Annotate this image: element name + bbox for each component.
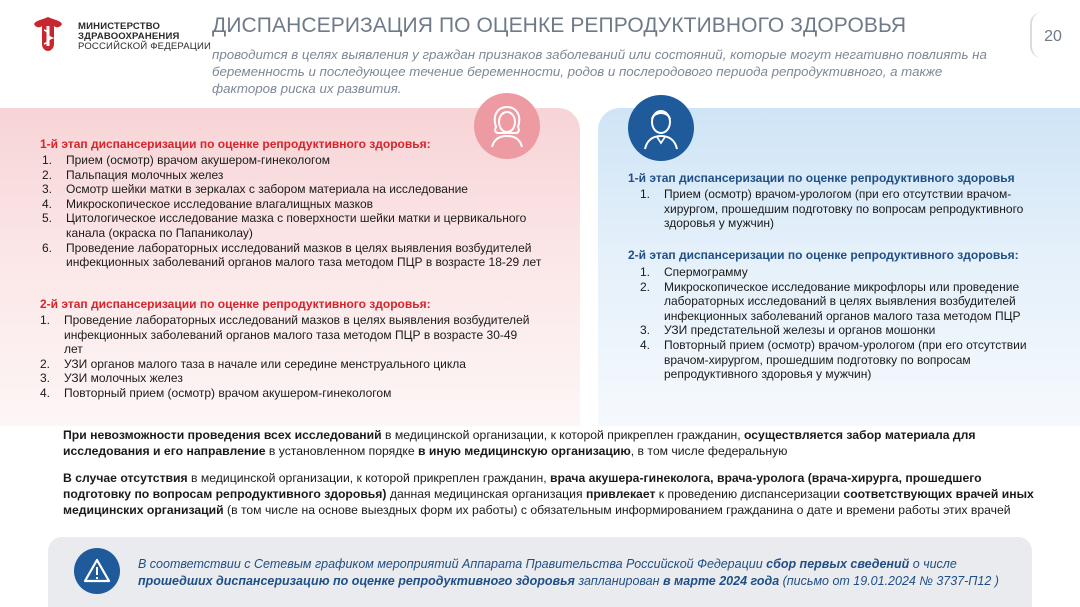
list-item: 3. УЗИ предстательной железы и органов мошонки <box>640 323 936 338</box>
list-item: 4. Микроскопическое исследование влагалищных мазков <box>42 196 374 211</box>
page-number: 20 <box>1044 28 1062 45</box>
page-title: ДИСПАНСЕРИЗАЦИЯ ПО ОЦЕНКЕ РЕПРОДУКТИВНОГО ЗДОРОВЬЯ <box>212 14 907 37</box>
male-stage2-list <box>640 265 1035 382</box>
footer-text: В соответствии с Сетевым графиком мероприятий Аппарата Правительства Российской Федерации сбор первых сведений о числе прошедших диспансеризацию по оценке репродуктивного здоровья запланирован в марте 2024 года (письмо от 19.01.2024 № 3737-П12 ) <box>138 557 999 588</box>
list-item: 3. УЗИ молочных желез <box>40 371 183 386</box>
male-stage2-heading: 2-й этап диспансеризации по оценке репродуктивного здоровья: <box>628 248 1019 262</box>
male-avatar-icon <box>628 95 694 161</box>
female-stage1-list <box>42 153 567 270</box>
ministry-emblem-icon <box>28 14 68 54</box>
list-item: 3. Осмотр шейки матки в зеркалах с забором материала на исследование <box>42 182 468 197</box>
female-stage1-heading: 1-й этап диспансеризации по оценке репродуктивного здоровья: <box>40 137 431 151</box>
female-stage2-list <box>40 313 540 401</box>
page-subtitle: проводится в целях выявления у граждан признаков заболеваний или состояний, которые могут негативно повлиять на беременность и последующее течение беременности, родов и послеродового периода репродуктивного, а также факторов риска их развития. <box>212 47 987 96</box>
male-stage1-list <box>640 187 1035 231</box>
female-avatar-icon <box>474 93 540 159</box>
list-item: 2. Пальпация молочных желез <box>42 167 224 182</box>
list-item: 5. Цитологическое исследование мазка с поверхности шейки матки и цервикального канала (окраска по Папаниколау) <box>42 211 527 240</box>
ministry-line-3: РОССИЙСКОЙ ФЕДЕРАЦИИ <box>78 41 212 52</box>
list-item: 4. Повторный прием (осмотр) врачом акушером-гинекологом <box>40 385 392 400</box>
list-item: 6. Проведение лабораторных исследований мазков в целях выявления возбудителей инфекционных заболеваний органов малого таза методом ПЦР в возрасте 18-29 лет <box>42 240 542 270</box>
male-stage1-heading: 1-й этап диспансеризации по оценке репродуктивного здоровья <box>628 171 1015 185</box>
ministry-line-2: ЗДРАВООХРАНЕНИЯ <box>78 31 180 42</box>
note-doctor-absence: В случае отсутствия в медицинской организации, к которой прикреплен гражданин, врача акушера-гинеколога, врача-уролога (врача-хирурга, прошедшего подготовку по вопросам репродуктивного здоровья) данная медицинская организация привлекает к проведению диспансеризации соответствующих врачей иных медицинских организаций (в том числе на основе выездных форм их работы) с обязательным информированием гражданина о дате и времени работы этих врачей <box>63 471 1034 517</box>
list-item: 1. Прием (осмотр) врачом-урологом (при его отсутствии врачом-хирургом, прошедшим подготовку по вопросам репродуктивного здоровья у мужчин) <box>640 187 1024 231</box>
note-sample-transfer: При невозможности проведения всех исследований в медицинской организации, к которой прикреплен гражданин, осуществляется забор материала для исследования и его направление в установленном порядке в иную медицинскую организацию, в том числе федеральную <box>63 428 976 458</box>
ministry-logo-text <box>78 22 211 52</box>
list-item: 2. УЗИ органов малого таза в начале или середине менструального цикла <box>40 356 466 371</box>
list-item: 2. Микроскопическое исследование микрофлоры или проведение лабораторных исследований в целях выявления возбудителей инфекционных заболеваний органов малого таза методом ПЦР <box>640 279 1021 323</box>
list-item: 4. Повторный прием (осмотр) врачом-урологом (при его отсутствии врачом-хирургом, прошедшим подготовку по вопросам репродуктивного здоровья у мужчин) <box>640 337 1027 382</box>
list-item: 1. Спермограмму <box>640 265 748 279</box>
ministry-line-1: МИНИСТЕРСТВО <box>78 21 161 32</box>
list-item: 1. Прием (осмотр) врачом акушером-гинекологом <box>42 153 331 167</box>
female-stage2-heading: 2-й этап диспансеризации по оценке репродуктивного здоровья: <box>40 297 431 311</box>
warning-icon <box>74 548 120 594</box>
list-item: 1. Проведение лабораторных исследований мазков в целях выявления возбудителей инфекционных заболеваний органов малого таза методом ПЦР в возрасте 30-49 лет <box>40 313 530 357</box>
